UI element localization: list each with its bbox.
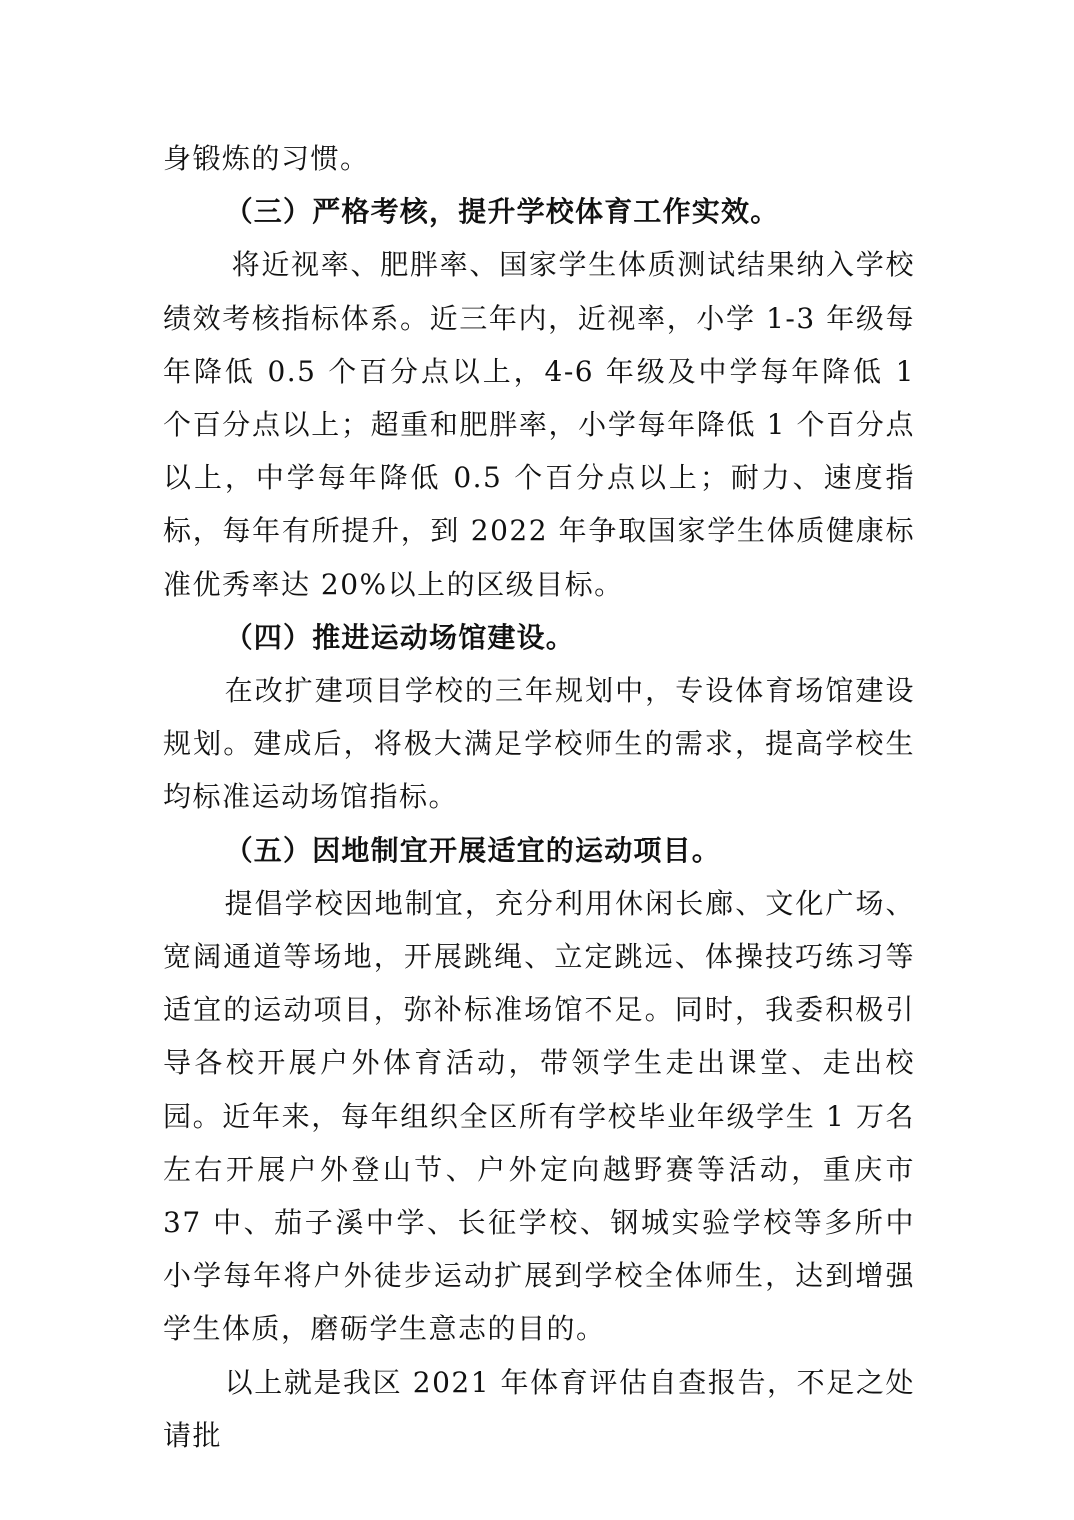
- section-heading-3: （三）严格考核，提升学校体育工作实效。: [224, 195, 780, 229]
- paragraph-assessment: 将近视率、肥胖率、国家学生体质测试结果纳入学校绩效考核指标体系。近三年内，近视率，小学 1-3 年级每年降低 0.5 个百分点以上，4-6 年级及中学每年降低 1 个百分点以上；超重和肥胖率，小学每年降低 1 个百分点以上，中学每年降低 0.5 个百分点以上；耐力、速度指标，每年有所提升，到 2022 年争取国家学生体质健康标准优秀率达 20%以上的区级目标。: [163, 248, 915, 601]
- paragraph-activities: 提倡学校因地制宜，充分利用休闲长廊、文化广场、宽阔通道等场地，开展跳绳、立定跳远、体操技巧练习等适宜的运动项目，弥补标准场馆不足。同时，我委积极引导各校开展户外体育活动，带领学生走出课堂、走出校园。近年来，每年组织全区所有学校毕业年级学生 1 万名左右开展户外登山节、户外定向越野赛等活动，重庆市 37 中、茄子溪中学、长征学校、钢城实验学校等多所中小学每年将户外徒步运动扩展到学校全体师生，达到增强学生体质，磨砺学生意志的目的。: [163, 886, 915, 1346]
- paragraph-continuation: 身锻炼的习惯。: [163, 142, 370, 175]
- section-heading-4: （四）推进运动场馆建设。: [224, 620, 575, 654]
- paragraph-venue-construction: 在改扩建项目学校的三年规划中，专设体育场馆建设规划。建成后，将极大满足学校师生的需求，提高学校生均标准运动场馆指标。: [163, 674, 915, 814]
- document-body: [163, 132, 915, 1462]
- section-heading-5: （五）因地制宜开展适宜的运动项目。: [224, 833, 721, 867]
- paragraph-closing: 以上就是我区 2021 年体育评估自查报告，不足之处请批: [163, 1365, 915, 1452]
